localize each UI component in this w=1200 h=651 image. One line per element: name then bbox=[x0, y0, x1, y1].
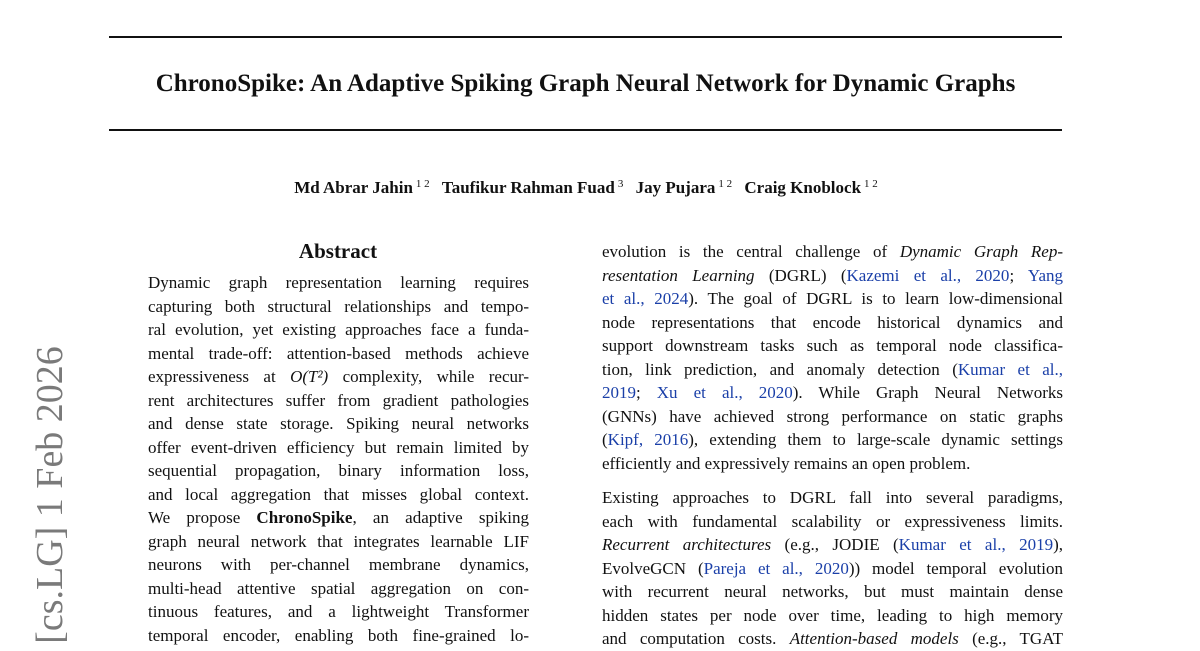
math-complexity: O(T²) bbox=[290, 367, 329, 386]
author-affiliation: 1 2 bbox=[415, 178, 430, 190]
author: Jay Pujara $^{1 2}$ bbox=[635, 178, 733, 197]
author-list bbox=[0, 172, 1172, 200]
abstract-heading: Abstract bbox=[298, 239, 378, 263]
top-rule bbox=[109, 36, 1062, 38]
citation-link[interactable]: Kumar et al., bbox=[957, 359, 1063, 379]
paragraph-1: evolution is the central challenge of Dynamic Graph Rep- resentation Learning (DGRL) (Kazemi et al., 2020; Yang et al., 2024). The goal of DGRL is to learn low-dimensional node representations that encode historical dynamics and support downstream tasks such as temporal node classifica- tion, link prediction, and anomaly detection (Kumar et al., 2019; Xu et al., 2020). While Graph Neural Networks (GNNs) have achieved strong performance on static graphs (Kipf, 2016), extending them to large-scale dynamic settings efficiently and expressively remains an open problem. bbox=[602, 242, 1064, 473]
bottom-rule bbox=[109, 129, 1062, 131]
author: Md Abrar Jahin $^{1 2}$ bbox=[294, 178, 430, 197]
arxiv-side-stamp: [cs.LG] 1 Feb 2026 bbox=[29, 346, 71, 644]
abstract-text: Dynamic graph representation learning requires capturing both structural relationships and tempo- ral evolution, yet existing approaches face a funda- mental trade-off: attention-based methods achieve expressiveness at O(T²) complexity, while recur- rent architectures suffer from gradient pathologies and dense state storage. Spiking neural networks offer event-driven efficiency but remain limited by sequential propagation, binary information loss, and local aggregation that misses global context. We propose ChronoSpike, an adaptive spiking graph neural network that integrates learnable LIF neurons with per-channel membrane dynamics, multi-head attentive spatial aggregation on con- tinuous features, and a lightweight Transformer temporal encoder, enabling both fine-grained lo- bbox=[148, 273, 529, 645]
paragraph-2: Existing approaches to DGRL fall into several paradigms, each with fundamental scalability or expressiveness limits. Recurrent architectures (e.g., JODIE (Kumar et al., 2019), EvolveGCN (Pareja et al., 2020)) model temporal evolution with recurrent neural networks, but must maintain dense hidden states per node over time, leading to high memory and computation costs. Attention-based models (e.g., TGAT bbox=[602, 488, 1063, 648]
citation-link[interactable]: Kazemi et al., 2020 bbox=[846, 265, 1010, 285]
citation-link[interactable]: Kumar et al., 2019 bbox=[898, 535, 1054, 554]
author: Taufikur Rahman Fuad $^3$ bbox=[441, 178, 624, 197]
citation-link[interactable]: Kipf, 2016 bbox=[607, 430, 689, 449]
citation-link[interactable]: Xu et al., 2020 bbox=[656, 383, 793, 402]
citation-link[interactable]: 2019 bbox=[602, 383, 636, 402]
author: Craig Knoblock $^{1 2}$ bbox=[744, 178, 878, 197]
intro-column bbox=[602, 240, 1063, 651]
paper-title: ChronoSpike: An Adaptive Spiking Graph Neural Network for Dynamic Graphs bbox=[155, 70, 1016, 97]
citation-link[interactable]: et al., 2024 bbox=[602, 289, 689, 308]
citation-link[interactable]: Yang bbox=[1027, 265, 1063, 285]
citation-link[interactable]: Pareja et al., 2020 bbox=[703, 558, 849, 578]
author-affiliation: 3 bbox=[617, 178, 624, 190]
model-name: ChronoSpike bbox=[256, 508, 353, 527]
author-affiliation: 1 2 bbox=[864, 178, 878, 190]
author-affiliation: 1 2 bbox=[718, 178, 733, 190]
